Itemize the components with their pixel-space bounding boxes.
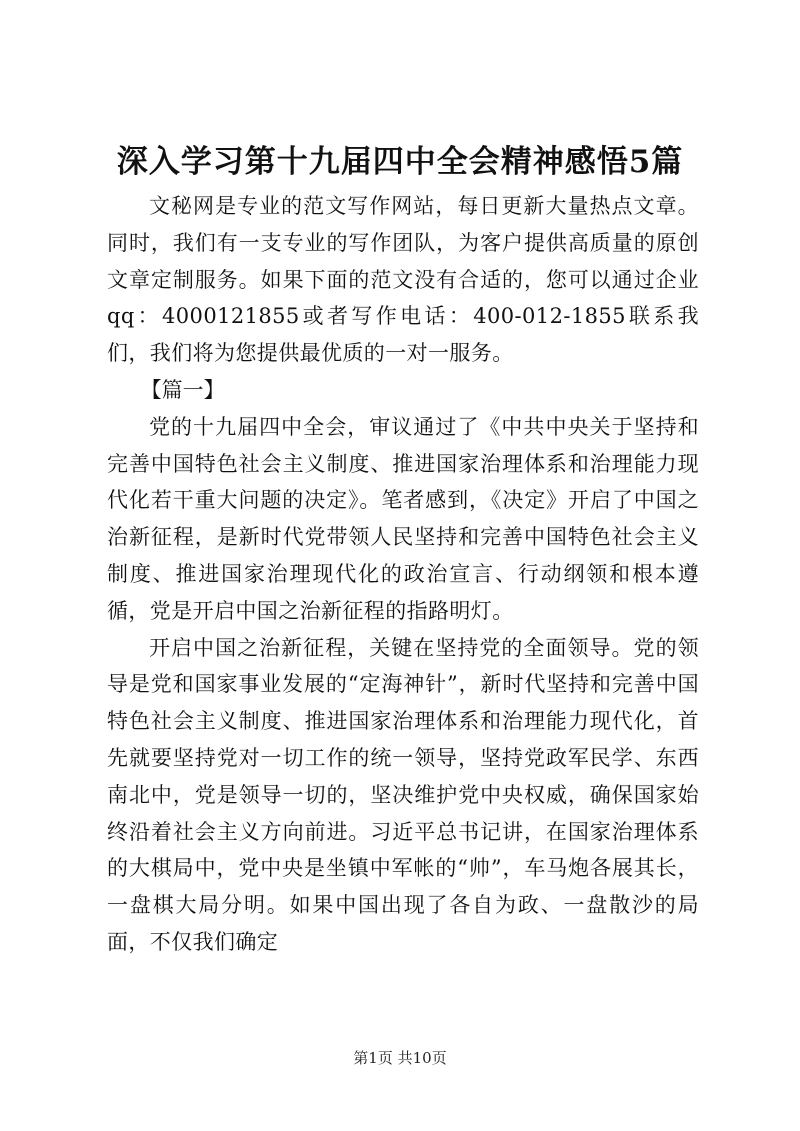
- document-body: [107, 188, 699, 961]
- intro-paragraph: 文秘网是专业的范文写作网站，每日更新大量热点文章。同时，我们有一支专业的写作团队，为客户提供高质量的原创文章定制服务。如果下面的范文没有合适的，您可以通过企业qq：4000121855或者写作电话：400-012-1855联系我们，我们将为您提供最优质的一对一服务。: [107, 194, 699, 366]
- section-heading: 【篇一】: [140, 377, 225, 402]
- page-number-footer: 第1页 共10页: [353, 1049, 447, 1067]
- body-paragraph-1: 党的十九届四中全会，审议通过了《中共中央关于坚持和完善中国特色社会主义制度、推进国家治理体系和治理能力现代化若干重大问题的决定》。笔者感到，《决定》开启了中国之治新征程，是新时代党带领人民坚持和完善中国特色社会主义制度、推进国家治理现代化的政治宣言、行动纲领和根本遵循，党是开启中国之治新征程的指路明灯。: [107, 414, 699, 623]
- document-title: 深入学习第十九届四中全会精神感悟5篇: [116, 144, 684, 180]
- body-paragraph-2: 开启中国之治新征程，关键在坚持党的全面领导。党的领导是党和国家事业发展的“定海神针”，新时代坚持和完善中国特色社会主义制度、推进国家治理体系和治理能力现代化，首先就要坚持党对一切工作的统一领导，坚持党政军民学、东西南北中，党是领导一切的，坚决维护党中央权威，确保国家始终沿着社会主义方向前进。习近平总书记讲，在国家治理体系的大棋局中，党中央是坐镇中军帐的“帅”，车马炮各展其长，一盘棋大局分明。如果中国出现了各自为政、一盘散沙的局面，不仅我们确定: [107, 635, 699, 954]
